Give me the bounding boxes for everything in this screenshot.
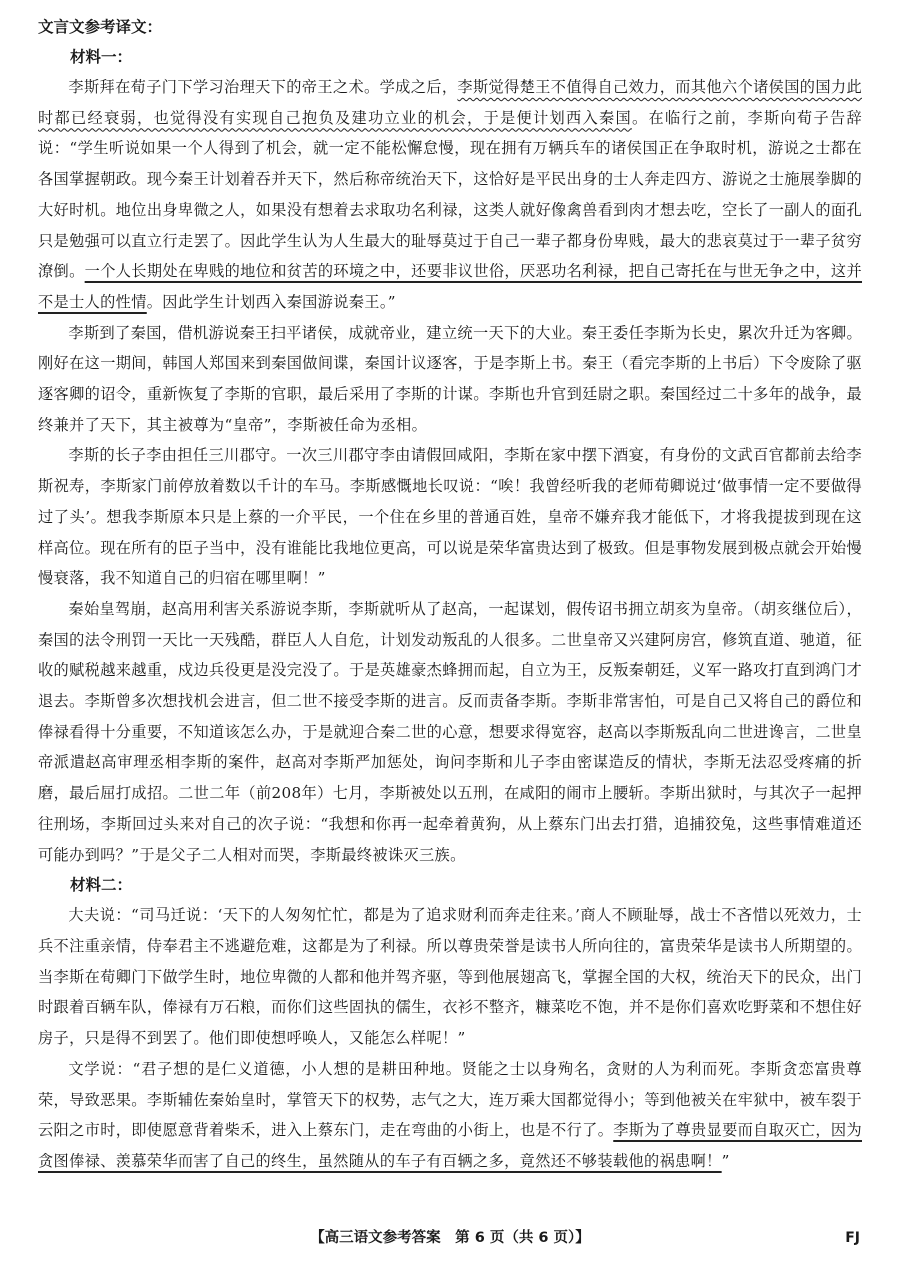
- section-title: 文言文参考译文：: [38, 18, 163, 36]
- material-one-paragraph-4: 秦始皇驾崩，赵高用利害关系游说李斯，李斯就听从了赵高，一起谋划，假传诏书拥立胡亥为皇帝。（胡亥继位后），秦国的法令刑罚一天比一天残酷，群臣人人自危，计划发动叛乱的人很多。二世皇帝又兴建阿房宫，修筑直道、驰道，征收的赋税越来越重，戍边兵役更是没完没了。于是英雄豪杰蜂拥而起，自立为王，反叛秦朝廷，义军一路攻打直到鸿门才退去。李斯曾多次想找机会进言，但二世不接受李斯的进言。反而责备李斯。李斯非常害怕，可是自己又将自己的爵位和俸禄看得十分重要，不知道该怎么办，于是就迎合秦二世的心意，想要求得宽容，赵高以李斯叛乱向二世进谗言，二世皇帝派遣赵高审理丞相李斯的案件，赵高对李斯严加惩处，询问李斯和儿子李由密谋造反的情状，李斯无法忍受疼痛的折磨，最后屈打成招。二世二年（前208年）七月，李斯被处以五刑，在咸阳的闹市上腰斩。李斯出狱时，与其次子一起押往刑场，李斯回过头来对自己的次子说：“我想和你再一起牵着黄狗，从上蔡东门出去打猎，追捕狡兔，这些事情难道还可能办到吗？”于是父子二人相对而哭，李斯最终被诛灭三族。: [38, 599, 862, 864]
- text-segment: ”: [721, 1151, 730, 1170]
- underlined-sentence: 李斯为了尊贵显要而自取灭亡，因为贪图俸禄、羡慕荣华而害了自己的终生，虽然随从的车子有百辆之多，竟然还不够装载他的祸患啊！: [38, 1121, 862, 1170]
- material-two-paragraph-2: [38, 1054, 862, 1177]
- text-segment: 李斯拜在荀子门下学习治理天下的帝王之术。学成之后，: [68, 78, 458, 96]
- material-one-paragraph-2: 李斯到了秦国，借机游说秦王扫平诸侯，成就帝业，建立统一天下的大业。秦王委任李斯为长史，累次升迁为客卿。刚好在这一期间，韩国人郑国来到秦国做间谍，秦国计议逐客，于是李斯上书。秦王（看完李斯的上书后）下令废除了驱逐客卿的诏令，重新恢复了李斯的官职，最后采用了李斯的计谋。李斯也升官到廷尉之职。秦国经过二十多年的战争，最终兼并了天下，其主被尊为“皇帝”，李斯被任命为丞相。: [38, 323, 862, 434]
- document-page: [38, 12, 862, 1177]
- text-segment: 。因此学生计划西入秦国游说秦王。”: [146, 292, 396, 311]
- wavy-underlined-sentence: 李斯觉得楚王不值得自己效力，而其他六个诸侯国的国力此时都已经衰弱，也觉得没有实现自己抱负及建功立业的机会，于是便计划西入秦国: [38, 78, 862, 127]
- footer-page-label: 【高三语文参考答案 第 6 页（共 6 页）】: [310, 1230, 590, 1246]
- footer-code: FJ: [845, 1230, 860, 1246]
- material-one-paragraph-3: 李斯的长子李由担任三川郡守。一次三川郡守李由请假回咸阳，李斯在家中摆下酒宴，有身份的文武百官都前去给李斯祝寿，李斯家门前停放着数以千计的车马。李斯感慨地长叹说：“唉！我曾经听我的老师荀卿说过‘做事情一定不要做得过了头’。想我李斯原本只是上蔡的一介平民，一个住在乡里的普通百姓，皇帝不嫌弃我才能低下，才将我提拔到现在这样高位。现在所有的臣子当中，没有谁能比我地位更高，可以说是荣华富贵达到了极致。但是事物发展到极点就会开始慢慢衰落，我不知道自己的归宿在哪里啊！”: [38, 446, 862, 588]
- material-one-heading: 材料一：: [70, 48, 133, 66]
- material-two-heading: 材料二：: [70, 876, 133, 895]
- page-footer: [0, 1224, 900, 1252]
- material-one-paragraph-1: [38, 72, 862, 318]
- text-segment: 文学说：“君子想的是仁义道德，小人想的是耕田种地。贤能之士以身殉名，贪财的人为利而死。李斯贪恋富贵尊荣，导致恶果。李斯辅佐秦始皇时，掌管天下的权势，志气之大，连万乘大国都觉得小；等到他被关在牢狱中，被车裂于云阳之市时，即使愿意背着柴禾，进入上蔡东门，走在弯曲的小街上，也是不行了。: [38, 1059, 862, 1140]
- text-segment: 。在临行之前，李斯向荀子告辞说：“学生听说如果一个人得到了机会，就一定不能松懈怠慢，现在拥有万辆兵车的诸侯国正在争取时机，游说之士都在各国掌握朝政。现今秦王计划着吞并天下，然后称帝统治天下，这恰好是平民出身的士人奔走四方、游说之士施展拳脚的大好时机。地位出身卑微之人，如果没有想着去求取功名利禄，这类人就好像禽兽看到肉才想去吃，空长了一副人的面孔只是勉强可以直立行走罢了。因此学生认为人生最大的耻辱莫过于自己一辈子都身份卑贱，最大的悲哀莫过于一辈子贫穷潦倒。: [38, 108, 862, 281]
- material-two-paragraph-1: 大夫说：“司马迁说：‘天下的人匆匆忙忙，都是为了追求财利而奔走往来。’商人不顾耻辱，战士不吝惜以死效力，士兵不注重亲情，侍奉君主不逃避危难，这都是为了利禄。所以尊贵荣誉是读书人所向往的，富贵荣华是读书人所期望的。当李斯在荀卿门下做学生时，地位卑微的人都和他并驾齐驱，等到他展翅高飞，掌握全国的大权，统治天下的民众，出门时跟着百辆车队，俸禄有万石粮，而你们这些固执的儒生，衣衫不整齐，糠菜吃不饱，并不是你们喜欢吃野菜和不想住好房子，只是得不到罢了。他们即使想呼唤人，又能怎么样呢！”: [38, 906, 862, 1048]
- underlined-sentence: 一个人长期处在卑贱的地位和贫苦的环境之中，还要非议世俗，厌恶功名利禄，把自己寄托在与世无争之中，这并不是士人的性情: [38, 262, 863, 311]
